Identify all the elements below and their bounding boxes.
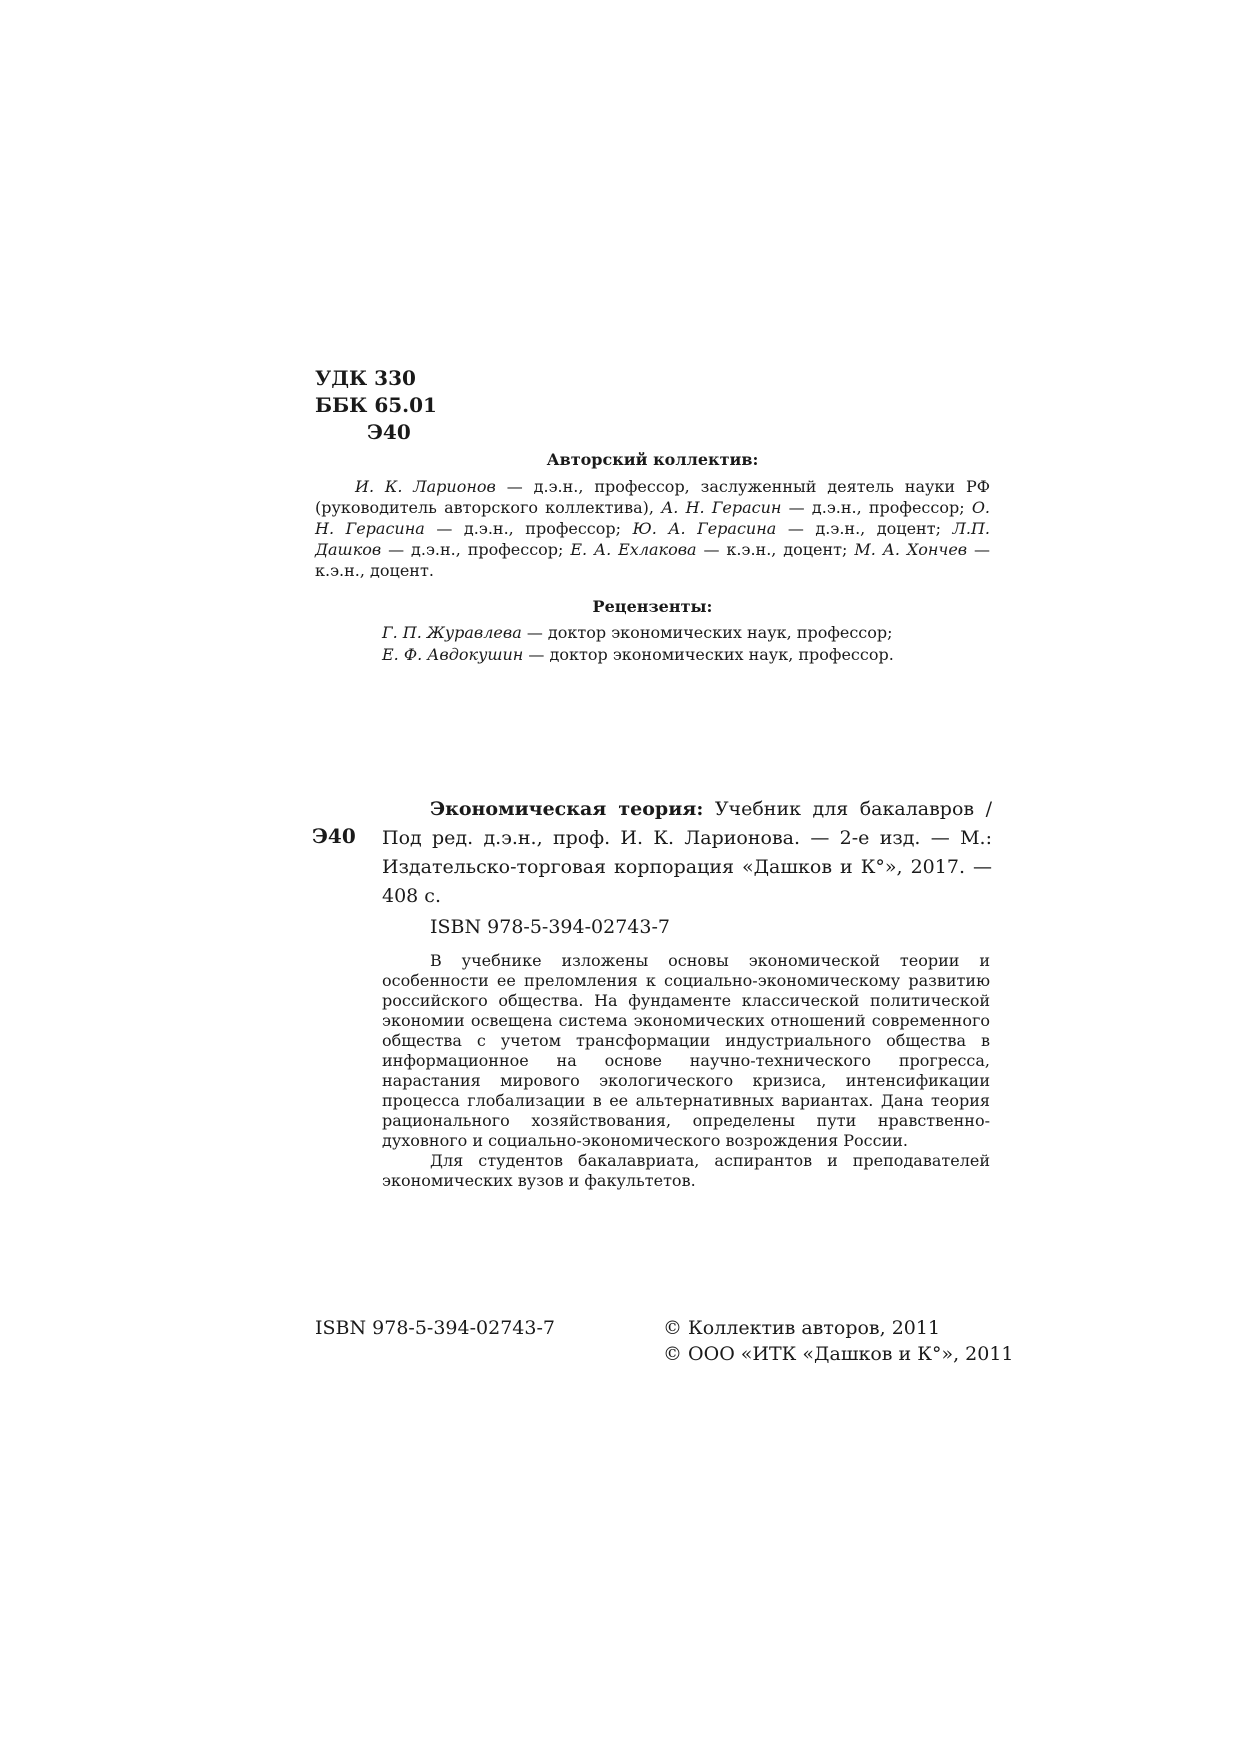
authors-paragraph xyxy=(315,476,990,581)
reviewer-item xyxy=(382,622,1002,644)
authors-list xyxy=(315,476,990,581)
citation-details: Учебник для бакалавров / Под ред. д.э.н., проф. И. К. Ларионова. — 2-е изд. — М.: Издательско-торговая корпорация «Дашков и К°», 2017. — 408 с. xyxy=(382,798,992,907)
annotation-paragraph: В учебнике изложены основы экономической теории и особенности ее преломления к социально-экономическому развитию российского общества. На фундаменте классической политической экономии освещена система экономических отношений современного общества с учетом трансформации индустриального общества в информационное на основе научно-технического прогресса, нарастания мирового экологического кризиса, интенсификации процесса глобализации в ее альтернативных вариантах. Дана теория рационального хозяйствования, определены пути нравственно-духовного и социально-экономического возрождения России. xyxy=(382,951,990,1150)
author-credentials: — к.э.н., доцент. xyxy=(315,540,991,580)
bibliographic-citation xyxy=(382,795,992,911)
footer-isbn: ISBN 978-5-394-02743-7 xyxy=(315,1317,555,1339)
author-name: Е. А. Ехлакова xyxy=(570,540,697,559)
citation-isbn: ISBN 978-5-394-02743-7 xyxy=(430,916,670,938)
author-name: О. Н. Герасина xyxy=(315,498,991,538)
author-name: Л.П. Дашков xyxy=(315,519,991,559)
reviewer-credentials: — доктор экономических наук, профессор. xyxy=(523,645,894,664)
annotation-paragraph: Для студентов бакалавриата, аспирантов и преподавателей экономических вузов и факультетов. xyxy=(382,1151,990,1190)
reviewer-credentials: — доктор экономических наук, профессор; xyxy=(521,623,893,642)
author-credentials: — д.э.н., профессор, заслуженный деятель науки РФ (руководитель авторского коллектива), xyxy=(315,477,991,517)
udk-code: УДК 330 xyxy=(315,366,416,390)
bbk-code: ББК 65.01 xyxy=(315,393,437,417)
copyright-authors: © Коллектив авторов, 2011 xyxy=(663,1317,941,1339)
authors-heading: Авторский коллектив: xyxy=(546,450,759,469)
author-name: Ю. А. Герасина xyxy=(632,519,777,538)
author-name: И. К. Ларионов xyxy=(355,477,496,496)
author-credentials: — д.э.н., доцент; xyxy=(776,519,953,538)
reviewer-name: Е. Ф. Авдокушин xyxy=(382,645,524,664)
author-credentials: — д.э.н., профессор; xyxy=(781,498,972,517)
author-name: А. Н. Герасин xyxy=(661,498,782,517)
author-credentials: — д.э.н., профессор; xyxy=(381,540,571,559)
copyright-block xyxy=(663,1315,1014,1367)
book-title: Экономическая теория: xyxy=(430,798,704,820)
annotation xyxy=(382,951,990,1191)
author-credentials: — к.э.н., доцент; xyxy=(696,540,855,559)
reviewer-item xyxy=(382,644,1002,666)
reviewers-list xyxy=(382,622,1002,666)
author-credentials: — д.э.н., профессор; xyxy=(424,519,633,538)
author-name: М. А. Хончев xyxy=(854,540,968,559)
reviewers-heading: Рецензенты: xyxy=(592,597,713,616)
author-mark: Э40 xyxy=(367,420,411,444)
citation-author-mark: Э40 xyxy=(312,824,356,848)
copyright-publisher: © ООО «ИТК «Дашков и К°», 2011 xyxy=(663,1343,1014,1365)
classification-block xyxy=(315,365,437,446)
citation-text xyxy=(382,795,992,911)
reviewer-name: Г. П. Журавлева xyxy=(382,623,522,642)
